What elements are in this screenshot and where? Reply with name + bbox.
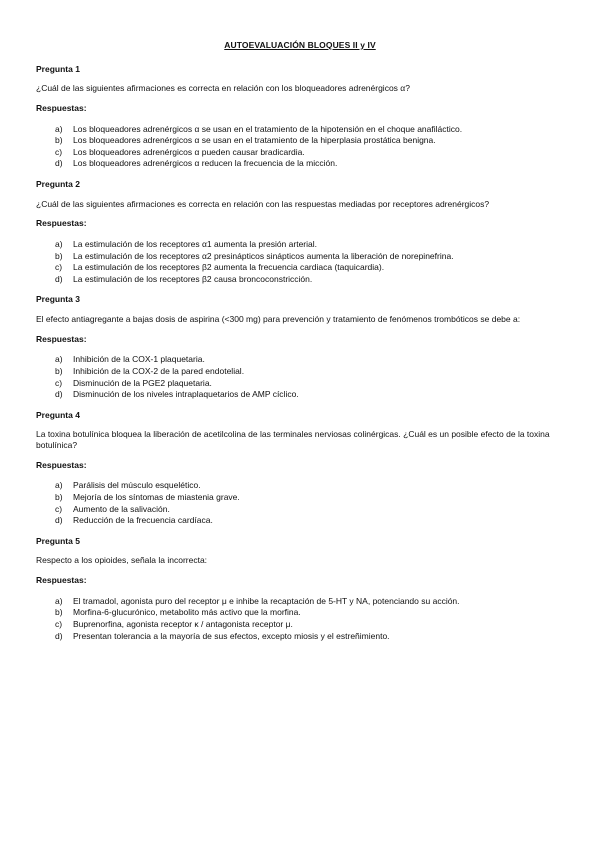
answer-letter: b) <box>55 250 63 261</box>
answer-text: Los bloqueadores adrenérgicos α se usan en el tratamiento de la hiperplasia prostática benigna. <box>73 135 436 146</box>
answer-letter: a) <box>55 238 63 249</box>
answer-option <box>36 596 564 607</box>
answer-option <box>36 262 564 273</box>
question-block <box>36 294 564 399</box>
answer-letter: b) <box>55 607 63 618</box>
question-heading: Pregunta 4 <box>36 409 80 420</box>
answer-text: Disminución de los niveles intraplaquetarios de AMP cíclico. <box>73 389 299 400</box>
answer-list <box>36 239 564 285</box>
answer-option <box>36 607 564 618</box>
question-block <box>36 64 564 169</box>
answer-letter: c) <box>55 503 63 514</box>
question-heading: Pregunta 1 <box>36 63 80 74</box>
answer-text: La estimulación de los receptores β2 aumenta la frecuencia cardiaca (taquicardia). <box>73 262 385 273</box>
answer-option <box>36 158 564 169</box>
answer-text: Disminución de la PGE2 plaquetaria. <box>73 377 212 388</box>
answer-letter: a) <box>55 354 63 365</box>
answer-option <box>36 389 564 400</box>
answer-letter: a) <box>55 123 63 134</box>
answer-text: Presentan tolerancia a la mayoría de sus efectos, excepto miosis y el estreñimiento. <box>73 630 390 641</box>
answer-list <box>36 354 564 400</box>
answer-letter: d) <box>55 158 63 169</box>
question-heading: Pregunta 3 <box>36 294 80 305</box>
answer-letter: c) <box>55 146 63 157</box>
question-text: El efecto antiagregante a bajas dosis de aspirina (<300 mg) para prevención y tratamiento de fenómenos trombóticos se debe a: <box>36 314 521 324</box>
question-block <box>36 536 564 641</box>
answer-letter: b) <box>55 365 63 376</box>
answer-text: Morfina-6-glucurónico, metabolito más activo que la morfina. <box>73 607 301 618</box>
answer-option <box>36 354 564 365</box>
answer-text: Inhibición de la COX-1 plaquetaria. <box>73 354 205 365</box>
question-block <box>36 179 564 284</box>
answer-option <box>36 135 564 146</box>
document-title: AUTOEVALUACIÓN BLOQUES II y IV <box>224 40 376 50</box>
answer-text: Los bloqueadores adrenérgicos α se usan en el tratamiento de la hipotensión en el choque anafiláctico. <box>73 123 463 134</box>
answer-option <box>36 619 564 630</box>
answer-text: El tramadol, agonista puro del receptor μ e inhibe la recaptación de 5-HT y NA, potenciando su acción. <box>73 595 460 606</box>
answer-option <box>36 631 564 642</box>
answer-text: Reducción de la frecuencia cardíaca. <box>73 515 213 526</box>
answer-text: La estimulación de los receptores α1 aumenta la presión arterial. <box>73 238 317 249</box>
answer-letter: d) <box>55 515 63 526</box>
answer-letter: d) <box>55 389 63 400</box>
answers-label: Respuestas: <box>36 575 87 585</box>
questions-list <box>36 64 564 642</box>
answer-letter: c) <box>55 618 63 629</box>
answer-text: Los bloqueadores adrenérgicos α pueden causar bradicardia. <box>73 146 305 157</box>
answer-option <box>36 239 564 250</box>
answers-label: Respuestas: <box>36 218 87 229</box>
answer-letter: d) <box>55 273 63 284</box>
document-page <box>36 40 564 651</box>
question-text: ¿Cuál de las siguientes afirmaciones es correcta en relación con las respuestas mediadas por receptores adrenérgicos? <box>36 198 490 209</box>
answer-list <box>36 124 564 170</box>
question-text: Respecto a los opioides, señala la incorrecta: <box>36 555 208 566</box>
answer-letter: b) <box>55 135 63 146</box>
answer-text: Parálisis del músculo esquelético. <box>73 480 201 491</box>
answer-text: La estimulación de los receptores α2 presinápticos sinápticos aumenta la liberación de norepinefrina. <box>73 250 454 261</box>
answer-list <box>36 480 564 526</box>
answer-option <box>36 147 564 158</box>
answer-option <box>36 480 564 491</box>
answer-text: Buprenorfina, agonista receptor κ / antagonista receptor μ. <box>73 618 293 629</box>
answer-text: La estimulación de los receptores β2 causa broncoconstricción. <box>73 273 313 284</box>
answers-label: Respuestas: <box>36 459 87 470</box>
answer-letter: a) <box>55 595 63 606</box>
answers-label: Respuestas: <box>36 102 87 113</box>
answer-letter: d) <box>55 630 63 641</box>
answer-option <box>36 378 564 389</box>
answer-option <box>36 492 564 503</box>
answer-letter: c) <box>55 377 63 388</box>
answer-option <box>36 124 564 135</box>
question-heading: Pregunta 5 <box>36 535 80 546</box>
question-text: ¿Cuál de las siguientes afirmaciones es correcta en relación con los bloqueadores adrenérgicos α? <box>36 83 410 94</box>
answer-option <box>36 504 564 515</box>
answer-letter: a) <box>55 480 63 491</box>
question-block <box>36 410 564 526</box>
answer-text: Inhibición de la COX-2 de la pared endotelial. <box>73 365 245 376</box>
answer-option <box>36 366 564 377</box>
answer-list <box>36 596 564 642</box>
answer-option <box>36 251 564 262</box>
answer-letter: b) <box>55 491 63 502</box>
question-text: La toxina botulínica bloquea la liberación de acetilcolina de las terminales nerviosas colinérgicas. ¿Cuál es un posible efecto de la toxina botulínica? <box>36 429 550 450</box>
answers-label: Respuestas: <box>36 333 87 344</box>
answer-option <box>36 515 564 526</box>
answer-text: Mejoría de los síntomas de miastenia grave. <box>73 491 240 502</box>
answer-text: Aumento de la salivación. <box>73 503 170 514</box>
question-heading: Pregunta 2 <box>36 179 80 189</box>
answer-letter: c) <box>55 262 63 273</box>
answer-text: Los bloqueadores adrenérgicos α reducen la frecuencia de la micción. <box>73 158 338 169</box>
answer-option <box>36 274 564 285</box>
